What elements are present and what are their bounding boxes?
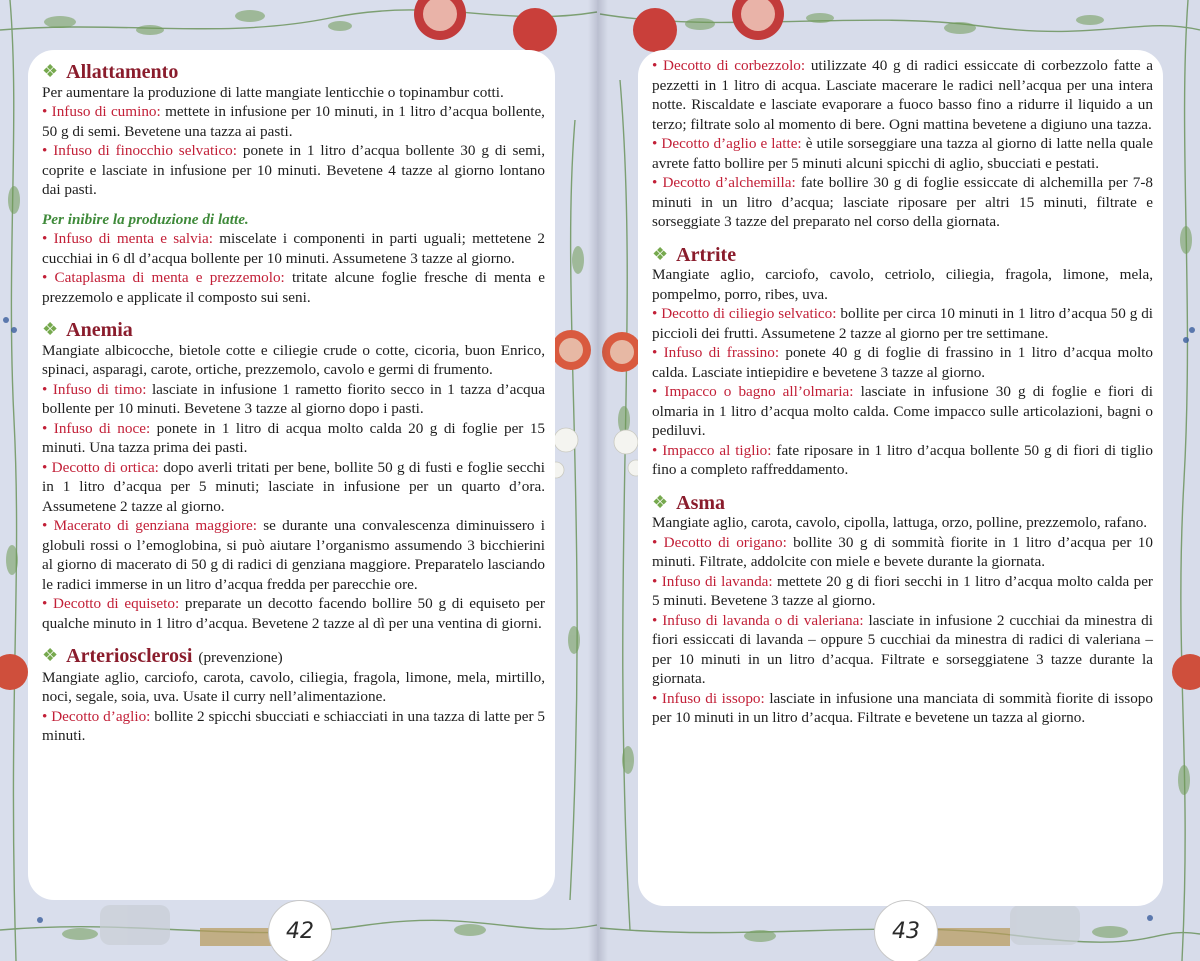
left-text-card: [28, 50, 555, 900]
remedy-name: Decotto di equiseto:: [53, 595, 180, 612]
section-title: Anemia: [66, 319, 133, 341]
remedy-entry: • Impacco o bagno all’olmaria: lasciate in infusione 30 g di foglie e fiori di olmaria in 1 litro d’acqua molto calda. Come impacco sulle articolazioni, bagni o pediluvi.: [652, 383, 1153, 439]
remedy-entry: • Infuso di lavanda o di valeriana: lasciate in infusione 2 cucchiai da minestra di fiori essiccati di lavanda – oppure 5 cucchiai da minestra di radici di valeriana – per 10 minuti in un litro d’acqua. Filtrate e sorseggiatene 3 tazze durante la giornata.: [652, 611, 1153, 687]
remedy-entry: • Infuso di lavanda: mettete 20 g di fiori secchi in 1 litro d’acqua molto calda per 5 minuti. Bevetene 3 tazze al giorno.: [652, 572, 1153, 609]
page-number-right: 43: [874, 900, 938, 961]
remedy-name: Infuso di menta e salvia:: [53, 230, 213, 247]
diamond-bullet-icon: ❖: [42, 645, 59, 665]
remedy-text: utilizzate 40 g di radici essiccate di corbezzolo fatte a pezzetti in 1 litro di acqua. Lasciate macerare le radici nell’acqua per una intera notte. Riscaldate e lasciate evaporare a fuoco basso fino a ridurre il liquido a un terzo; filtrate solo al momento di bere. Ogni mattina bevetene a digiuno una tazza.: [652, 57, 1153, 133]
remedy-name: Infuso di noce:: [53, 419, 151, 437]
remedy-text: è utile sorseggiare una tazza al giorno di latte nella quale avrete fatto bollire per 5 minuti alcuni spicchi di aglio, sbucciati e pestati.: [652, 135, 1153, 172]
section-intro: Mangiate aglio, carciofo, carota, cavolo, ciliegia, fragola, limone, mela, mirtillo, noci, segale, soia, uva. Usate il curry nell’alimentazione.: [42, 668, 545, 705]
remedy-name: Decotto di ortica:: [51, 458, 159, 476]
section-artrite: [652, 243, 1154, 480]
remedy-entry: • Infuso di frassino: ponete 40 g di foglie di frassino in 1 litro d’acqua molto calda. Lasciate intiepidire e bevetene 3 tazze al giorno.: [652, 344, 1153, 381]
remedy-name: Macerato di genziana maggiore:: [53, 517, 258, 534]
remedy-entry: • Decotto di ciliegio selvatico: bollite per circa 10 minuti in 1 litro d’acqua 50 g di piccioli dei frutti. Assumetene 2 tazze al giorno per tre settimane.: [652, 305, 1154, 342]
remedy-name: Decotto di origano:: [663, 533, 787, 551]
section-heading: [652, 243, 1153, 266]
remedy-entry: • Infuso di timo: lasciate in infusione 1 rametto fiorito secco in 1 tazza d’acqua bollente per 10 minuti. Bevetene 3 tazze al giorno dopo i pasti.: [42, 380, 545, 417]
section-title: Asma: [676, 491, 726, 514]
section-allattamento: [42, 63, 545, 307]
diamond-bullet-icon: ❖: [652, 491, 669, 512]
section-title: Allattamento: [66, 61, 179, 83]
remedy-text: bollite 2 spicchi sbucciati e schiacciati in una tazza di latte per 5 minuti.: [42, 707, 545, 744]
remedy-entry: • Infuso di menta e salvia: miscelate i componenti in parti uguali; mettetene 2 cucchiai in 6 dl d’acqua bollente per 10 minuti. Assumetene 3 tazze al giorno.: [42, 230, 545, 267]
remedy-entry: • Impacco al tiglio: fate riposare in 1 litro d’acqua bollente 50 g di fiori di tiglio fino a completo raffreddamento.: [652, 441, 1153, 478]
remedy-name: Infuso di frassino:: [663, 344, 780, 361]
section-intro: Per aumentare la produzione di latte mangiate lenticchie o topinambur cotti.: [42, 83, 504, 101]
remedy-entry: • Infuso di issopo: lasciate in infusione una manciata di sommità fiorite di issopo per 10 minuti in un litro d’acqua. Filtrate e bevetene un tazza al giorno.: [652, 689, 1153, 726]
section-title: Artrite: [676, 243, 737, 266]
remedy-entry: • Decotto di origano: bollite 30 g di sommità fiorite in 1 litro d’acqua per 10 minuti. Filtrate, addolcite con miele e bevete durante la giornata.: [652, 533, 1153, 570]
remedy-entry: • Infuso di cumino: mettete in infusione per 10 minuti, in 1 litro d’acqua bollente, 50 g di semi. Bevetene una tazza ai pasti.: [42, 103, 545, 140]
remedy-text: bollite per circa 10 minuti in 1 litro d’acqua 50 g di piccioli dei frutti. Assumetene 2 tazze al giorno per tre settimane.: [652, 305, 1154, 342]
section-note: (prevenzione): [198, 649, 283, 666]
section-intro: Mangiate albicocche, bietole cotte e ciliegie crude o cotte, cicoria, buon Enrico, spinaci, asparagi, carote, ortiche, prezzemolo, cavolo e germi di frumento.: [42, 341, 545, 378]
remedy-name: Infuso di lavanda:: [661, 572, 773, 590]
remedy-text: fate bollire 30 g di foglie essiccate di alchemilla per 7-8 minuti in un litro d’acqua; lasciate riposare per altri 15 minuti, filtrate e sorseggiate 3 tazze del preparato nel corso della giornata.: [652, 174, 1154, 230]
remedy-entry: • Infuso di finocchio selvatico: ponete in 1 litro d’acqua bollente 30 g di semi, coprite e lasciate in infusione per 10 minuti. Bevetene 4 tazze al giorno lontano dai pasti.: [42, 142, 545, 198]
remedy-text: miscelate i componenti in parti uguali; mettetene 2 cucchiai in 6 dl d’acqua bollente per 10 minuti. Assumetene 3 tazze al giorno.: [42, 230, 545, 267]
section-subheading: Per inibire la produzione di latte.: [42, 210, 249, 228]
remedy-text: se durante una convalescenza diminuissero i globuli rossi o l’emoglobina, si può aiutare l’organismo assumendo 3 bicchierini al giorno di macerato di 50 g di radici di genziana maggiore. Preparatelo lasciando le radici immerse in un litro d’acqua fredda per parecchie ore.: [42, 517, 545, 593]
remedy-name: Infuso di finocchio selvatico:: [53, 142, 237, 159]
remedy-entry: • Macerato di genziana maggiore: se durante una convalescenza diminuissero i globuli rossi o l’emoglobina, si può aiutare l’organismo assumendo 3 bicchierini al giorno di macerato di 50 g di radici di genziana maggiore. Preparatelo lasciando le radici immerse in un litro d’acqua fredda per parecchie ore.: [42, 517, 545, 593]
remedy-text: preparate un decotto facendo bollire 50 g di equiseto per qualche minuto in 1 litro d’acqua. Bevetene 2 tazze al dì per una ventina di giorni.: [42, 595, 545, 632]
section-asma: [652, 491, 1153, 728]
diamond-bullet-icon: ❖: [42, 319, 59, 339]
section-anemia: [42, 321, 545, 633]
remedy-entry: • Cataplasma di menta e prezzemolo: tritate alcune foglie fresche di menta e prezzemolo e applicate il composto sui seni.: [42, 269, 545, 306]
remedy-name: Decotto d’aglio e latte:: [661, 135, 802, 152]
remedy-text: fate riposare in 1 litro d’acqua bollente 50 g di fiori di tiglio fino a completo raffreddamento.: [652, 441, 1153, 478]
remedy-text: mettete in infusione per 10 minuti, in 1 litro d’acqua bollente, 50 g di semi. Bevetene una tazza ai pasti.: [42, 103, 545, 140]
remedy-name: Infuso di lavanda o di valeriana:: [662, 611, 864, 629]
remedy-name: Decotto d’alchemilla:: [662, 174, 796, 191]
section-continued: [652, 56, 1153, 232]
remedy-name: Infuso di cumino:: [51, 103, 161, 120]
remedy-entry: • Decotto d’alchemilla: fate bollire 30 g di foglie essiccate di alchemilla per 7-8 minuti in un litro d’acqua; lasciate riposare per altri 15 minuti, filtrate e sorseggiate 3 tazze del preparato nel corso della giornata.: [652, 174, 1154, 230]
section-intro: Mangiate aglio, carota, cavolo, cipolla, lattuga, orzo, polline, prezzemolo, rafano.: [652, 514, 1148, 531]
remedy-text: ponete in 1 litro di acqua molto calda 20 g di foglie per 15 minuti. Una tazza prima dei pasti.: [42, 419, 546, 456]
section-arteriosclerosi: [42, 647, 545, 746]
diamond-bullet-icon: ❖: [652, 243, 669, 264]
section-title: Arteriosclerosi: [66, 645, 193, 667]
remedy-name: Infuso di timo:: [52, 380, 147, 398]
remedy-entry: • Decotto di ortica: dopo averli tritati per bene, bollite 50 g di fusti e foglie secchi in 1 litro d’acqua per 5 minuti; lasciate in infusione per un quarto d’ora. Assumetene 2 tazze al giorno.: [42, 458, 545, 515]
remedy-text: lasciate in infusione una manciata di sommità fiorite di issopo per 10 minuti in un litro d’acqua. Filtrate e bevetene un tazza al giorno.: [652, 689, 1153, 726]
remedy-text: dopo averli tritati per bene, bollite 50 g di fusti e foglie secchi in 1 litro d’acqua per 5 minuti; lasciate in infusione per un quarto d’ora. Assumetene 2 tazze al giorno.: [42, 458, 545, 515]
remedy-name: Cataplasma di menta e prezzemolo:: [54, 269, 285, 286]
remedy-entry: • Decotto di corbezzolo: utilizzate 40 g di radici essiccate di corbezzolo fatte a pezzetti in 1 litro di acqua. Lasciate macerare le radici nell’acqua per una intera notte. Riscaldate e lasciate evaporare a fuoco basso fino a ridurre il liquido a un terzo; filtrate solo al momento di bere. Ogni mattina bevetene a digiuno una tazza.: [652, 57, 1153, 133]
section-heading: [652, 491, 1153, 514]
remedy-name: Impacco o bagno all’olmaria:: [664, 383, 854, 400]
section-heading: [42, 321, 545, 341]
remedy-entry: • Infuso di noce: ponete in 1 litro di acqua molto calda 20 g di foglie per 15 minuti. Una tazza prima dei pasti.: [42, 419, 546, 456]
remedy-text: bollite 30 g di sommità fiorite in 1 litro d’acqua per 10 minuti. Filtrate, addolcite con miele e bevete durante la giornata.: [652, 533, 1153, 570]
remedy-name: Decotto di corbezzolo:: [663, 57, 806, 74]
remedy-name: Decotto d’aglio:: [51, 707, 151, 725]
section-heading: [42, 647, 545, 668]
remedy-name: Impacco al tiglio:: [662, 441, 772, 459]
remedy-entry: • Decotto di equiseto: preparate un decotto facendo bollire 50 g di equiseto per qualche minuto in 1 litro d’acqua. Bevetene 2 tazze al dì per una ventina di giorni.: [42, 595, 545, 632]
section-heading: [42, 63, 545, 83]
remedy-text: tritate alcune foglie fresche di menta e prezzemolo e applicate il composto sui seni.: [42, 269, 545, 306]
right-text-card: [638, 50, 1163, 906]
section-intro: Mangiate aglio, carciofo, cavolo, cetriolo, ciliegia, fragola, limone, mela, pompelmo, porro, ribes, uva.: [652, 266, 1153, 303]
book-gutter: [588, 0, 608, 961]
remedy-text: lasciate in infusione 1 rametto fiorito secco in 1 tazza d’acqua bollente per 10 minuti. Bevetene 3 tazze al giorno dopo i pasti.: [42, 380, 545, 417]
remedy-text: mettete 20 g di fiori secchi in 1 litro d’acqua molto calda per 5 minuti. Bevetene 3 tazze al giorno.: [652, 572, 1153, 609]
remedy-text: ponete in 1 litro d’acqua bollente 30 g di semi, coprite e lasciate in infusione per 10 minuti. Bevetene 4 tazze al giorno lontano dai pasti.: [42, 142, 545, 198]
remedy-entry: • Decotto d’aglio e latte: è utile sorseggiare una tazza al giorno di latte nella quale avrete fatto bollire per 5 minuti alcuni spicchi di aglio, sbucciati e pestati.: [652, 135, 1153, 172]
remedy-text: ponete 40 g di foglie di frassino in 1 litro d’acqua molto calda. Lasciate intiepidire e bevetene 3 tazze al giorno.: [652, 344, 1153, 381]
remedy-text: lasciate in infusione 2 cucchiai da minestra di fiori essiccati di lavanda – oppure 5 cucchiai da minestra di radici di valeriana – per 10 minuti in un litro d’acqua. Filtrate e sorseggiatene 3 tazze durante la giornata.: [652, 611, 1153, 687]
remedy-text: lasciate in infusione 30 g di foglie e fiori di olmaria in 1 litro d’acqua molto calda. Come impacco sulle articolazioni, bagni o pediluvi.: [652, 383, 1153, 439]
page-number-left: 42: [268, 900, 332, 961]
diamond-bullet-icon: ❖: [42, 61, 59, 81]
remedy-name: Decotto di ciliegio selvatico:: [661, 305, 837, 322]
remedy-entry: • Decotto d’aglio: bollite 2 spicchi sbucciati e schiacciati in una tazza di latte per 5 minuti.: [42, 707, 545, 744]
remedy-name: Infuso di issopo:: [661, 689, 765, 707]
